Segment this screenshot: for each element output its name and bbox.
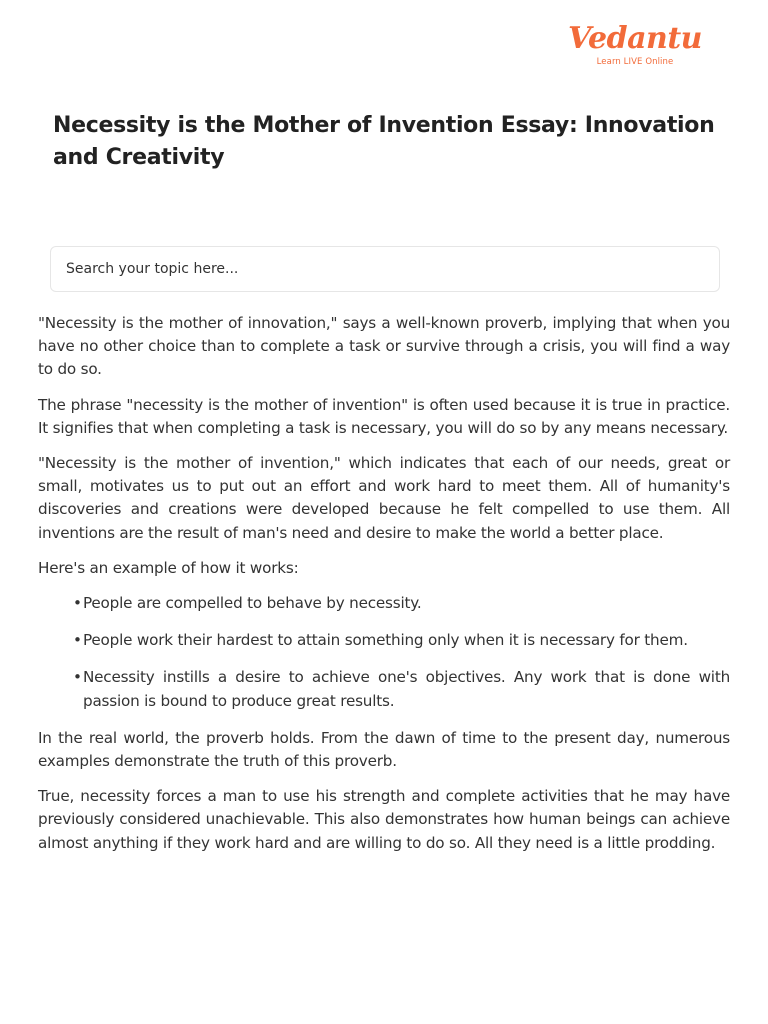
paragraph-5: In the real world, the proverb holds. From the dawn of time to the present day, numerous examples demonstrate the truth of this proverb. [38,728,730,771]
logo-wordmark: Vedantu [567,21,702,56]
paragraph-3: "Necessity is the mother of invention," which indicates that each of our needs, great or small, motivates us to put out an effort and work hard to meet them. All of humanity's discoveries and creations were developed because he felt compelled to use them. All inventions are the result of man's need and desire to make the world a better place. [38,454,730,542]
page-title: Necessity is the Mother of Invention Essay: Innovation and Creativity [53,113,715,170]
paragraph-4: Here's an example of how it works: [38,558,299,577]
list-item: • People are compelled to behave by necessity. [73,592,730,615]
example-list [38,592,730,713]
essay-content [38,312,730,867]
list-item: • People work their hardest to attain something only when it is necessary for them. [73,629,730,652]
list-item: • Necessity instills a desire to achieve one's objectives. Any work that is done with passion is bound to produce great results. [73,666,730,712]
paragraph-1: "Necessity is the mother of innovation," says a well-known proverb, implying that when you have no other choice than to complete a task or survive through a crisis, you will find a way to do so. [38,314,730,379]
search-box[interactable] [50,246,720,292]
paragraph-2: The phrase "necessity is the mother of invention" is often used because it is true in practice. It signifies that when completing a task is necessary, you will do so by any means necessary. [38,395,730,437]
search-input[interactable] [51,247,719,291]
vedantu-logo[interactable] [568,22,702,67]
paragraph-6: True, necessity forces a man to use his strength and complete activities that he may have previously considered unachievable. This also demonstrates how human beings can achieve almost anything if they work hard and are willing to do so. All they need is a little prodding. [38,787,730,852]
logo-tagline: Learn LIVE Online [596,57,674,67]
